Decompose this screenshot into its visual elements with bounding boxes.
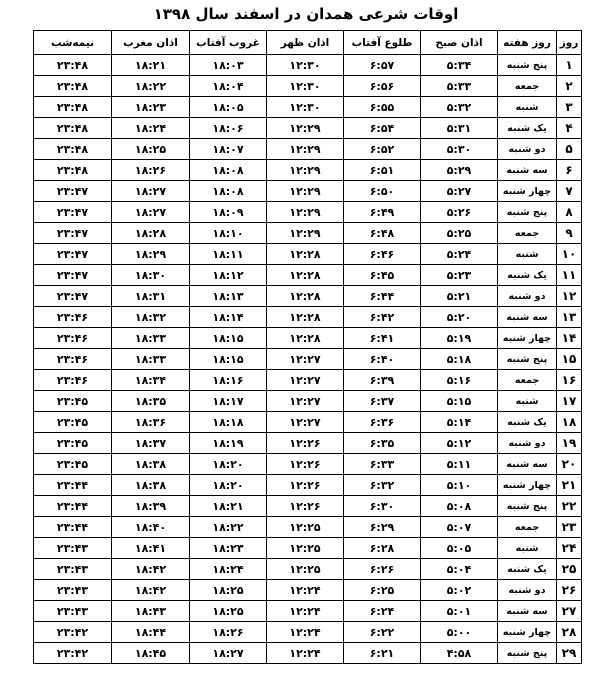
cell-weekday: پنج شنبه [498,55,557,76]
cell-sunrise: ۶:۲۴ [344,601,421,622]
table-row [34,433,582,454]
cell-fajr-azan: ۵:۲۴ [421,244,498,265]
header-row [34,31,582,55]
cell-weekday: شنبه [498,391,557,412]
cell-midnight: ۲۳:۴۷ [34,244,112,265]
cell-midnight: ۲۳:۴۵ [34,391,112,412]
table-row [34,454,582,475]
cell-maghrib-azan: ۱۸:۴۳ [112,601,190,622]
cell-dhuhr-azan: ۱۲:۲۴ [267,580,344,601]
cell-midnight: ۲۳:۴۶ [34,328,112,349]
cell-sunset: ۱۸:۰۵ [190,97,267,118]
cell-dhuhr-azan: ۱۲:۲۴ [267,601,344,622]
cell-maghrib-azan: ۱۸:۲۷ [112,181,190,202]
cell-day-number: ۲۸ [557,622,582,643]
cell-sunrise: ۶:۴۱ [344,328,421,349]
cell-sunrise: ۶:۳۷ [344,391,421,412]
cell-sunset: ۱۸:۰۳ [190,55,267,76]
cell-weekday: یک شنبه [498,118,557,139]
cell-day-number: ۲۶ [557,580,582,601]
table-row [34,601,582,622]
cell-midnight: ۲۳:۴۶ [34,349,112,370]
cell-dhuhr-azan: ۱۲:۲۹ [267,202,344,223]
cell-dhuhr-azan: ۱۲:۲۹ [267,139,344,160]
header-sunrise: طلوع آفتاب [344,31,421,55]
cell-sunset: ۱۸:۲۰ [190,454,267,475]
cell-midnight: ۲۳:۴۳ [34,580,112,601]
table-row [34,328,582,349]
cell-maghrib-azan: ۱۸:۴۵ [112,643,190,664]
cell-day-number: ۴ [557,118,582,139]
cell-midnight: ۲۳:۴۳ [34,601,112,622]
cell-sunset: ۱۸:۰۶ [190,118,267,139]
cell-maghrib-azan: ۱۸:۳۱ [112,286,190,307]
table-row [34,97,582,118]
cell-fajr-azan: ۵:۳۰ [421,139,498,160]
cell-sunset: ۱۸:۱۵ [190,349,267,370]
cell-day-number: ۱۵ [557,349,582,370]
cell-midnight: ۲۳:۴۴ [34,517,112,538]
cell-fajr-azan: ۵:۱۱ [421,454,498,475]
cell-sunset: ۱۸:۲۱ [190,496,267,517]
cell-weekday: سه شنبه [498,307,557,328]
cell-fajr-azan: ۵:۲۵ [421,223,498,244]
table-row [34,496,582,517]
cell-weekday: جمعه [498,517,557,538]
cell-weekday: چهار شنبه [498,475,557,496]
cell-weekday: دو شنبه [498,139,557,160]
cell-fajr-azan: ۴:۵۸ [421,643,498,664]
cell-day-number: ۱۳ [557,307,582,328]
cell-midnight: ۲۳:۴۳ [34,559,112,580]
cell-dhuhr-azan: ۱۲:۲۷ [267,412,344,433]
cell-sunset: ۱۸:۲۶ [190,622,267,643]
table-row [34,223,582,244]
cell-maghrib-azan: ۱۸:۲۲ [112,76,190,97]
table-row [34,202,582,223]
cell-weekday: سه شنبه [498,601,557,622]
table-row [34,244,582,265]
cell-sunrise: ۶:۳۶ [344,412,421,433]
table-row [34,76,582,97]
cell-sunrise: ۶:۳۹ [344,370,421,391]
cell-fajr-azan: ۵:۲۱ [421,286,498,307]
cell-weekday: شنبه [498,244,557,265]
cell-dhuhr-azan: ۱۲:۲۸ [267,307,344,328]
cell-sunrise: ۶:۴۹ [344,202,421,223]
cell-sunrise: ۶:۳۰ [344,496,421,517]
cell-dhuhr-azan: ۱۲:۲۶ [267,496,344,517]
cell-fajr-azan: ۵:۱۹ [421,328,498,349]
table-row [34,307,582,328]
cell-maghrib-azan: ۱۸:۳۷ [112,433,190,454]
table-row [34,286,582,307]
cell-sunrise: ۶:۲۵ [344,580,421,601]
cell-sunset: ۱۸:۲۲ [190,517,267,538]
cell-fajr-azan: ۵:۰۴ [421,559,498,580]
cell-sunset: ۱۸:۱۱ [190,244,267,265]
cell-fajr-azan: ۵:۲۳ [421,265,498,286]
cell-sunrise: ۶:۴۰ [344,349,421,370]
cell-weekday: شنبه [498,97,557,118]
cell-sunset: ۱۸:۱۶ [190,370,267,391]
table-row [34,349,582,370]
cell-midnight: ۲۳:۴۴ [34,475,112,496]
cell-fajr-azan: ۵:۳۱ [421,118,498,139]
header-sunset: غروب آفتاب [190,31,267,55]
cell-fajr-azan: ۵:۳۲ [421,97,498,118]
cell-fajr-azan: ۵:۱۶ [421,370,498,391]
cell-fajr-azan: ۵:۱۸ [421,349,498,370]
cell-day-number: ۷ [557,181,582,202]
cell-dhuhr-azan: ۱۲:۲۷ [267,370,344,391]
cell-sunrise: ۶:۲۹ [344,517,421,538]
cell-day-number: ۲۰ [557,454,582,475]
cell-sunrise: ۶:۴۵ [344,265,421,286]
cell-day-number: ۲۹ [557,643,582,664]
cell-dhuhr-azan: ۱۲:۲۶ [267,433,344,454]
cell-fajr-azan: ۵:۰۰ [421,622,498,643]
cell-fajr-azan: ۵:۲۶ [421,202,498,223]
cell-midnight: ۲۳:۴۸ [34,139,112,160]
cell-weekday: یک شنبه [498,559,557,580]
table-row [34,538,582,559]
cell-dhuhr-azan: ۱۲:۲۹ [267,118,344,139]
cell-fajr-azan: ۵:۲۰ [421,307,498,328]
cell-midnight: ۲۳:۴۷ [34,202,112,223]
cell-sunrise: ۶:۳۳ [344,454,421,475]
cell-sunset: ۱۸:۰۸ [190,181,267,202]
cell-sunrise: ۶:۲۲ [344,622,421,643]
cell-day-number: ۱ [557,55,582,76]
cell-fajr-azan: ۵:۰۲ [421,580,498,601]
cell-sunset: ۱۸:۲۵ [190,601,267,622]
cell-day-number: ۳ [557,97,582,118]
table-row [34,475,582,496]
cell-sunset: ۱۸:۱۴ [190,307,267,328]
cell-sunset: ۱۸:۰۸ [190,160,267,181]
cell-dhuhr-azan: ۱۲:۲۵ [267,517,344,538]
cell-sunset: ۱۸:۱۳ [190,286,267,307]
cell-sunset: ۱۸:۱۸ [190,412,267,433]
cell-maghrib-azan: ۱۸:۴۲ [112,580,190,601]
cell-dhuhr-azan: ۱۲:۲۴ [267,622,344,643]
cell-sunrise: ۶:۳۲ [344,475,421,496]
cell-maghrib-azan: ۱۸:۴۲ [112,559,190,580]
cell-maghrib-azan: ۱۸:۲۳ [112,97,190,118]
cell-weekday: پنج شنبه [498,496,557,517]
cell-day-number: ۱۴ [557,328,582,349]
cell-sunrise: ۶:۴۲ [344,307,421,328]
cell-midnight: ۲۳:۴۸ [34,97,112,118]
cell-sunset: ۱۸:۲۰ [190,475,267,496]
cell-maghrib-azan: ۱۸:۳۴ [112,370,190,391]
cell-weekday: چهار شنبه [498,622,557,643]
cell-day-number: ۱۲ [557,286,582,307]
page-title: اوقات شرعی همدان در اسفند سال ۱۳۹۸ [153,5,459,23]
prayer-times-table [33,30,582,664]
cell-maghrib-azan: ۱۸:۲۶ [112,160,190,181]
table-row [34,181,582,202]
cell-maghrib-azan: ۱۸:۳۳ [112,328,190,349]
cell-weekday: جمعه [498,76,557,97]
cell-maghrib-azan: ۱۸:۲۹ [112,244,190,265]
header-dhuhr-azan: اذان ظهر [267,31,344,55]
table-row [34,643,582,664]
cell-midnight: ۲۳:۴۸ [34,118,112,139]
cell-sunset: ۱۸:۱۲ [190,265,267,286]
cell-dhuhr-azan: ۱۲:۲۷ [267,391,344,412]
cell-maghrib-azan: ۱۸:۳۲ [112,307,190,328]
cell-day-number: ۱۶ [557,370,582,391]
cell-midnight: ۲۳:۴۴ [34,496,112,517]
cell-maghrib-azan: ۱۸:۳۶ [112,412,190,433]
cell-sunrise: ۶:۲۱ [344,643,421,664]
cell-day-number: ۲۷ [557,601,582,622]
cell-maghrib-azan: ۱۸:۲۷ [112,202,190,223]
cell-day-number: ۱۱ [557,265,582,286]
cell-fajr-azan: ۵:۳۳ [421,76,498,97]
cell-dhuhr-azan: ۱۲:۲۵ [267,538,344,559]
table-row [34,580,582,601]
cell-maghrib-azan: ۱۸:۴۱ [112,538,190,559]
cell-midnight: ۲۳:۴۷ [34,181,112,202]
cell-sunset: ۱۸:۱۵ [190,328,267,349]
cell-day-number: ۱۷ [557,391,582,412]
cell-midnight: ۲۳:۴۸ [34,160,112,181]
cell-fajr-azan: ۵:۳۴ [421,55,498,76]
cell-dhuhr-azan: ۱۲:۲۶ [267,454,344,475]
header-day-number: روز [557,31,582,55]
cell-sunset: ۱۸:۱۹ [190,433,267,454]
cell-sunrise: ۶:۵۵ [344,97,421,118]
cell-maghrib-azan: ۱۸:۲۱ [112,55,190,76]
cell-dhuhr-azan: ۱۲:۲۴ [267,643,344,664]
cell-dhuhr-azan: ۱۲:۲۹ [267,160,344,181]
cell-dhuhr-azan: ۱۲:۲۷ [267,349,344,370]
header-midnight: نیمه‌شب [34,31,112,55]
cell-sunrise: ۶:۵۴ [344,118,421,139]
cell-sunset: ۱۸:۲۵ [190,580,267,601]
cell-maghrib-azan: ۱۸:۳۸ [112,475,190,496]
cell-fajr-azan: ۵:۲۷ [421,181,498,202]
cell-midnight: ۲۳:۴۵ [34,412,112,433]
cell-dhuhr-azan: ۱۲:۲۸ [267,286,344,307]
header-weekday: روز هفته [498,31,557,55]
cell-dhuhr-azan: ۱۲:۲۹ [267,181,344,202]
cell-sunset: ۱۸:۲۴ [190,559,267,580]
cell-maghrib-azan: ۱۸:۳۰ [112,265,190,286]
table-row [34,265,582,286]
table-row [34,139,582,160]
cell-maghrib-azan: ۱۸:۲۵ [112,139,190,160]
cell-dhuhr-azan: ۱۲:۲۸ [267,265,344,286]
cell-day-number: ۲ [557,76,582,97]
cell-sunset: ۱۸:۰۹ [190,202,267,223]
cell-sunrise: ۶:۵۲ [344,139,421,160]
cell-day-number: ۹ [557,223,582,244]
cell-sunset: ۱۸:۰۷ [190,139,267,160]
cell-sunrise: ۶:۴۴ [344,286,421,307]
cell-sunset: ۱۸:۰۴ [190,76,267,97]
table-row [34,622,582,643]
cell-sunrise: ۶:۵۷ [344,55,421,76]
cell-fajr-azan: ۵:۰۷ [421,517,498,538]
cell-maghrib-azan: ۱۸:۳۳ [112,349,190,370]
table-body [34,55,582,664]
header-fajr-azan: اذان صبح [421,31,498,55]
cell-sunrise: ۶:۵۰ [344,181,421,202]
cell-weekday: چهار شنبه [498,328,557,349]
cell-sunrise: ۶:۴۸ [344,223,421,244]
cell-fajr-azan: ۵:۰۸ [421,496,498,517]
header-maghrib-azan: اذان مغرب [112,31,190,55]
cell-dhuhr-azan: ۱۲:۳۰ [267,76,344,97]
cell-sunrise: ۶:۵۶ [344,76,421,97]
cell-day-number: ۲۱ [557,475,582,496]
cell-day-number: ۲۴ [557,538,582,559]
cell-fajr-azan: ۵:۱۰ [421,475,498,496]
cell-weekday: پنج شنبه [498,643,557,664]
cell-maghrib-azan: ۱۸:۲۴ [112,118,190,139]
cell-sunrise: ۶:۵۱ [344,160,421,181]
cell-maghrib-azan: ۱۸:۳۹ [112,496,190,517]
cell-sunrise: ۶:۳۵ [344,433,421,454]
cell-dhuhr-azan: ۱۲:۲۶ [267,475,344,496]
cell-midnight: ۲۳:۴۵ [34,433,112,454]
cell-midnight: ۲۳:۴۲ [34,643,112,664]
cell-maghrib-azan: ۱۸:۴۴ [112,622,190,643]
cell-weekday: شنبه [498,538,557,559]
cell-day-number: ۲۳ [557,517,582,538]
cell-weekday: پنج شنبه [498,202,557,223]
cell-fajr-azan: ۵:۲۹ [421,160,498,181]
cell-weekday: دو شنبه [498,286,557,307]
cell-weekday: یک شنبه [498,412,557,433]
cell-midnight: ۲۳:۴۷ [34,265,112,286]
cell-weekday: دو شنبه [498,580,557,601]
cell-sunset: ۱۸:۱۰ [190,223,267,244]
cell-day-number: ۸ [557,202,582,223]
cell-dhuhr-azan: ۱۲:۲۹ [267,223,344,244]
cell-dhuhr-azan: ۱۲:۲۵ [267,559,344,580]
table-row [34,559,582,580]
cell-fajr-azan: ۵:۰۱ [421,601,498,622]
cell-dhuhr-azan: ۱۲:۲۸ [267,244,344,265]
cell-fajr-azan: ۵:۰۵ [421,538,498,559]
cell-day-number: ۱۸ [557,412,582,433]
cell-day-number: ۱۹ [557,433,582,454]
cell-midnight: ۲۳:۴۸ [34,76,112,97]
cell-dhuhr-azan: ۱۲:۲۸ [267,328,344,349]
cell-weekday: سه شنبه [498,454,557,475]
cell-day-number: ۱۰ [557,244,582,265]
cell-weekday: جمعه [498,370,557,391]
cell-sunrise: ۶:۲۶ [344,559,421,580]
cell-midnight: ۲۳:۴۶ [34,307,112,328]
cell-maghrib-azan: ۱۸:۳۸ [112,454,190,475]
cell-weekday: پنج شنبه [498,349,557,370]
cell-midnight: ۲۳:۴۸ [34,55,112,76]
cell-sunset: ۱۸:۲۷ [190,643,267,664]
cell-day-number: ۶ [557,160,582,181]
cell-day-number: ۲۲ [557,496,582,517]
cell-dhuhr-azan: ۱۲:۳۰ [267,55,344,76]
cell-day-number: ۲۵ [557,559,582,580]
cell-weekday: یک شنبه [498,265,557,286]
table-row [34,517,582,538]
cell-sunset: ۱۸:۲۳ [190,538,267,559]
cell-weekday: جمعه [498,223,557,244]
cell-midnight: ۲۳:۴۷ [34,223,112,244]
table-row [34,118,582,139]
cell-fajr-azan: ۵:۱۲ [421,433,498,454]
cell-maghrib-azan: ۱۸:۳۵ [112,391,190,412]
cell-midnight: ۲۳:۴۶ [34,370,112,391]
table-row [34,391,582,412]
table-row [34,55,582,76]
cell-midnight: ۲۳:۴۵ [34,454,112,475]
cell-weekday: چهار شنبه [498,181,557,202]
cell-fajr-azan: ۵:۱۴ [421,412,498,433]
cell-weekday: سه شنبه [498,160,557,181]
cell-maghrib-azan: ۱۸:۲۸ [112,223,190,244]
cell-weekday: دو شنبه [498,433,557,454]
table-row [34,412,582,433]
cell-dhuhr-azan: ۱۲:۳۰ [267,97,344,118]
cell-midnight: ۲۳:۴۷ [34,286,112,307]
cell-sunset: ۱۸:۱۷ [190,391,267,412]
cell-fajr-azan: ۵:۱۵ [421,391,498,412]
table-row [34,370,582,391]
cell-midnight: ۲۳:۴۲ [34,622,112,643]
table-row [34,160,582,181]
cell-maghrib-azan: ۱۸:۴۰ [112,517,190,538]
cell-sunrise: ۶:۴۶ [344,244,421,265]
cell-midnight: ۲۳:۴۳ [34,538,112,559]
cell-sunrise: ۶:۲۸ [344,538,421,559]
cell-day-number: ۵ [557,139,582,160]
